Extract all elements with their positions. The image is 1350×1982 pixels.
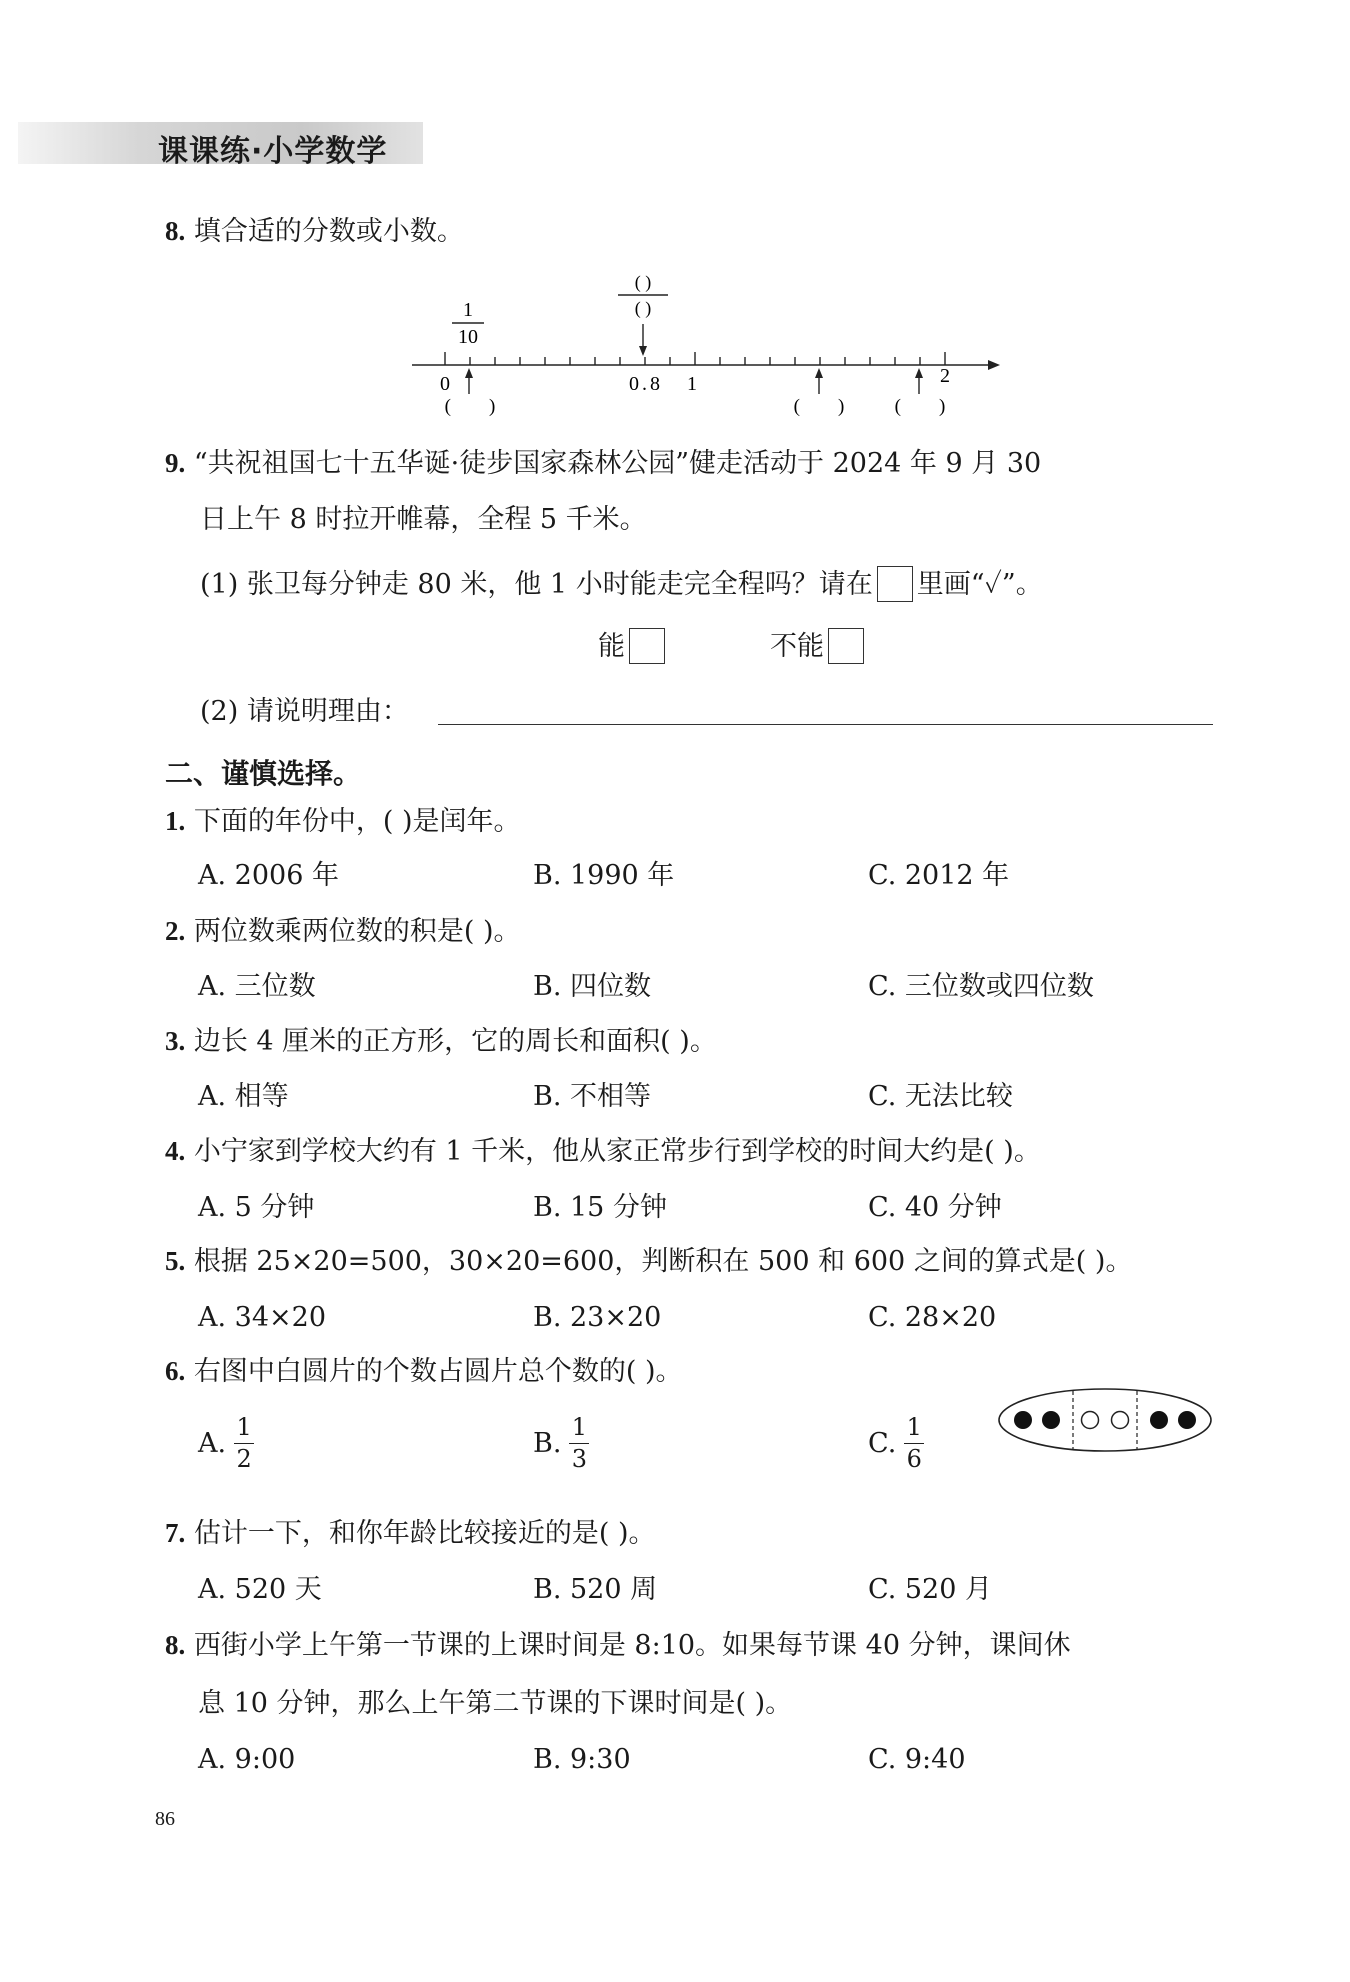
arrow-down-0-8	[639, 324, 647, 356]
reason-answer-line[interactable]	[438, 724, 1213, 725]
mc2-option-a[interactable]: A. 三位数	[198, 971, 316, 1002]
fraction-one-half	[234, 1415, 254, 1472]
q9-text-line2: 日上午 8 时拉开帷幕，全程 5 千米。	[200, 504, 647, 535]
label-1: 1	[687, 373, 697, 395]
q8	[165, 218, 464, 245]
mc3-option-a[interactable]: A. 相等	[198, 1081, 289, 1112]
mc8-text-line1: 西街小学上午第一节课的上课时间是 8:10。如果每节课 40 分钟，课间休	[193, 1630, 1071, 1661]
label-0-8: 0.8	[629, 373, 663, 395]
section-title-choice: 二、谨慎选择。	[165, 757, 362, 790]
mc3-option-b[interactable]: B. 不相等	[533, 1081, 652, 1112]
black-circle-piece	[1178, 1411, 1196, 1429]
mc6-question	[165, 1358, 683, 1385]
mc6-number: 6.	[165, 1356, 186, 1386]
option-yes-checkbox[interactable]	[629, 628, 665, 664]
fraction-denominator: 3	[571, 1445, 588, 1474]
q9-sub1-text: (1) 张卫每分钟走 80 米，他 1 小时能走完全程吗？请在	[200, 568, 873, 600]
blank-frac-bottom: ( )	[634, 298, 652, 318]
mc8-option-c[interactable]: C. 9:40	[868, 1744, 966, 1775]
frac-1-10-denominator: 10	[458, 326, 478, 348]
mc2-text: 两位数乘两位数的积是( )。	[193, 916, 521, 947]
fraction-numerator: 1	[906, 1413, 922, 1441]
mc1-option-c[interactable]: C. 2012 年	[868, 860, 1010, 891]
q9-line1	[165, 450, 1041, 477]
number-line-ticks	[445, 352, 945, 365]
mc5-option-c[interactable]: C. 28×20	[868, 1302, 997, 1333]
mc5-option-b[interactable]: B. 23×20	[533, 1302, 662, 1333]
option-no-label: 不能	[770, 630, 824, 662]
mc1-question	[165, 808, 521, 835]
mc7-option-a[interactable]: A. 520 天	[198, 1574, 322, 1605]
mc7-option-b[interactable]: B. 520 周	[533, 1574, 658, 1605]
fraction-one-sixth	[904, 1415, 924, 1472]
mc3-text: 边长 4 厘米的正方形，它的周长和面积( )。	[193, 1026, 717, 1057]
black-circle-piece	[1042, 1411, 1060, 1429]
q9-number: 9.	[165, 448, 186, 478]
mc2-option-b[interactable]: B. 四位数	[533, 971, 652, 1002]
mc2-option-c[interactable]: C. 三位数或四位数	[868, 971, 1094, 1002]
mc5-option-a[interactable]: A. 34×20	[198, 1302, 326, 1333]
option-no	[770, 628, 864, 664]
option-no-checkbox[interactable]	[828, 628, 864, 664]
black-circle-piece	[1014, 1411, 1032, 1429]
white-circle-piece	[1082, 1412, 1099, 1429]
mc4-text: 小宁家到学校大约有 1 千米，他从家正常步行到学校的时间大约是( )。	[193, 1136, 1041, 1167]
q9-text-line1: “共祝祖国七十五华诞·徒步国家森林公园”健走活动于 2024 年 9 月 30	[193, 448, 1042, 479]
mc5-text: 根据 25×20=500，30×20=600，判断积在 500 和 600 之间的算式是( )。	[193, 1246, 1133, 1277]
frac-1-10-numerator: 1	[463, 299, 473, 321]
mc6-text: 右图中白圆片的个数占圆片总个数的( )。	[193, 1356, 683, 1387]
blank-frac-top: ( )	[634, 272, 652, 292]
fraction-denominator: 6	[906, 1445, 922, 1474]
mc6-option-a[interactable]	[198, 1415, 254, 1472]
mc3-number: 3.	[165, 1026, 186, 1056]
mc4-number: 4.	[165, 1136, 186, 1166]
answer-paren-a[interactable]: ( )	[444, 396, 496, 417]
fraction-numerator: 1	[236, 1413, 252, 1441]
mc7-question	[165, 1520, 656, 1547]
mc8-text-line2: 息 10 分钟，那么上午第二节课的下课时间是( )。	[198, 1688, 793, 1719]
mc7-option-c[interactable]: C. 520 月	[868, 1574, 992, 1605]
mc8-question-line1	[165, 1632, 1071, 1659]
mc4-option-a[interactable]: A. 5 分钟	[198, 1192, 315, 1223]
number-line	[400, 268, 1020, 428]
mc3-option-c[interactable]: C. 无法比较	[868, 1081, 1013, 1112]
option-yes-label: 能	[598, 630, 625, 662]
mc6-option-a-prefix: A.	[198, 1428, 227, 1460]
mc5-question	[165, 1248, 1132, 1275]
q8-text: 填合适的分数或小数。	[193, 216, 464, 247]
mc4-option-b[interactable]: B. 15 分钟	[533, 1192, 667, 1223]
mc2-question	[165, 918, 521, 945]
fraction-numerator: 1	[571, 1413, 588, 1441]
mc3-question	[165, 1028, 717, 1055]
white-circle-piece	[1112, 1412, 1129, 1429]
label-0: 0	[440, 373, 450, 395]
circle-pieces-diagram	[995, 1385, 1215, 1455]
page-number: 86	[155, 1808, 175, 1830]
q9-sub2-label: (2) 请说明理由：	[200, 696, 409, 727]
fraction-one-third	[569, 1415, 589, 1472]
label-2: 2	[940, 365, 950, 387]
fraction-denominator: 2	[236, 1445, 252, 1474]
q8-number: 8.	[165, 216, 186, 246]
arrow-up-c	[915, 368, 923, 394]
mc6-option-c[interactable]	[868, 1415, 924, 1472]
q9-sub1	[200, 566, 1043, 602]
q9-sub1-text-end: 里画“✓”。	[916, 568, 1043, 600]
mc4-option-c[interactable]: C. 40 分钟	[868, 1192, 1002, 1223]
mc6-option-c-prefix: C.	[868, 1428, 897, 1460]
mc5-number: 5.	[165, 1246, 186, 1276]
option-yes	[598, 628, 665, 664]
arrow-up-a	[465, 368, 473, 394]
black-circle-piece	[1150, 1411, 1168, 1429]
mc7-number: 7.	[165, 1518, 186, 1548]
mc6-option-b-prefix: B.	[533, 1428, 562, 1460]
mc1-number: 1.	[165, 806, 186, 836]
mc1-text: 下面的年份中，( )是闰年。	[193, 806, 521, 837]
header-title: 课课练·小学数学	[158, 134, 388, 169]
mc8-option-a[interactable]: A. 9:00	[198, 1744, 296, 1775]
mc1-option-a[interactable]: A. 2006 年	[198, 860, 339, 891]
mc2-number: 2.	[165, 916, 186, 946]
answer-paren-b[interactable]: ( )	[793, 396, 845, 417]
mc6-option-b[interactable]	[533, 1415, 589, 1472]
mc1-option-b[interactable]: B. 1990 年	[533, 860, 675, 891]
mc7-text: 估计一下，和你年龄比较接近的是( )。	[193, 1518, 656, 1549]
check-box-inline	[877, 566, 913, 602]
mc4-question	[165, 1138, 1041, 1165]
mc8-number: 8.	[165, 1630, 186, 1660]
arrow-up-b	[815, 368, 823, 394]
answer-paren-c[interactable]: ( )	[894, 396, 946, 417]
mc8-option-b[interactable]: B. 9:30	[533, 1744, 631, 1775]
number-line-axis	[412, 360, 1000, 370]
